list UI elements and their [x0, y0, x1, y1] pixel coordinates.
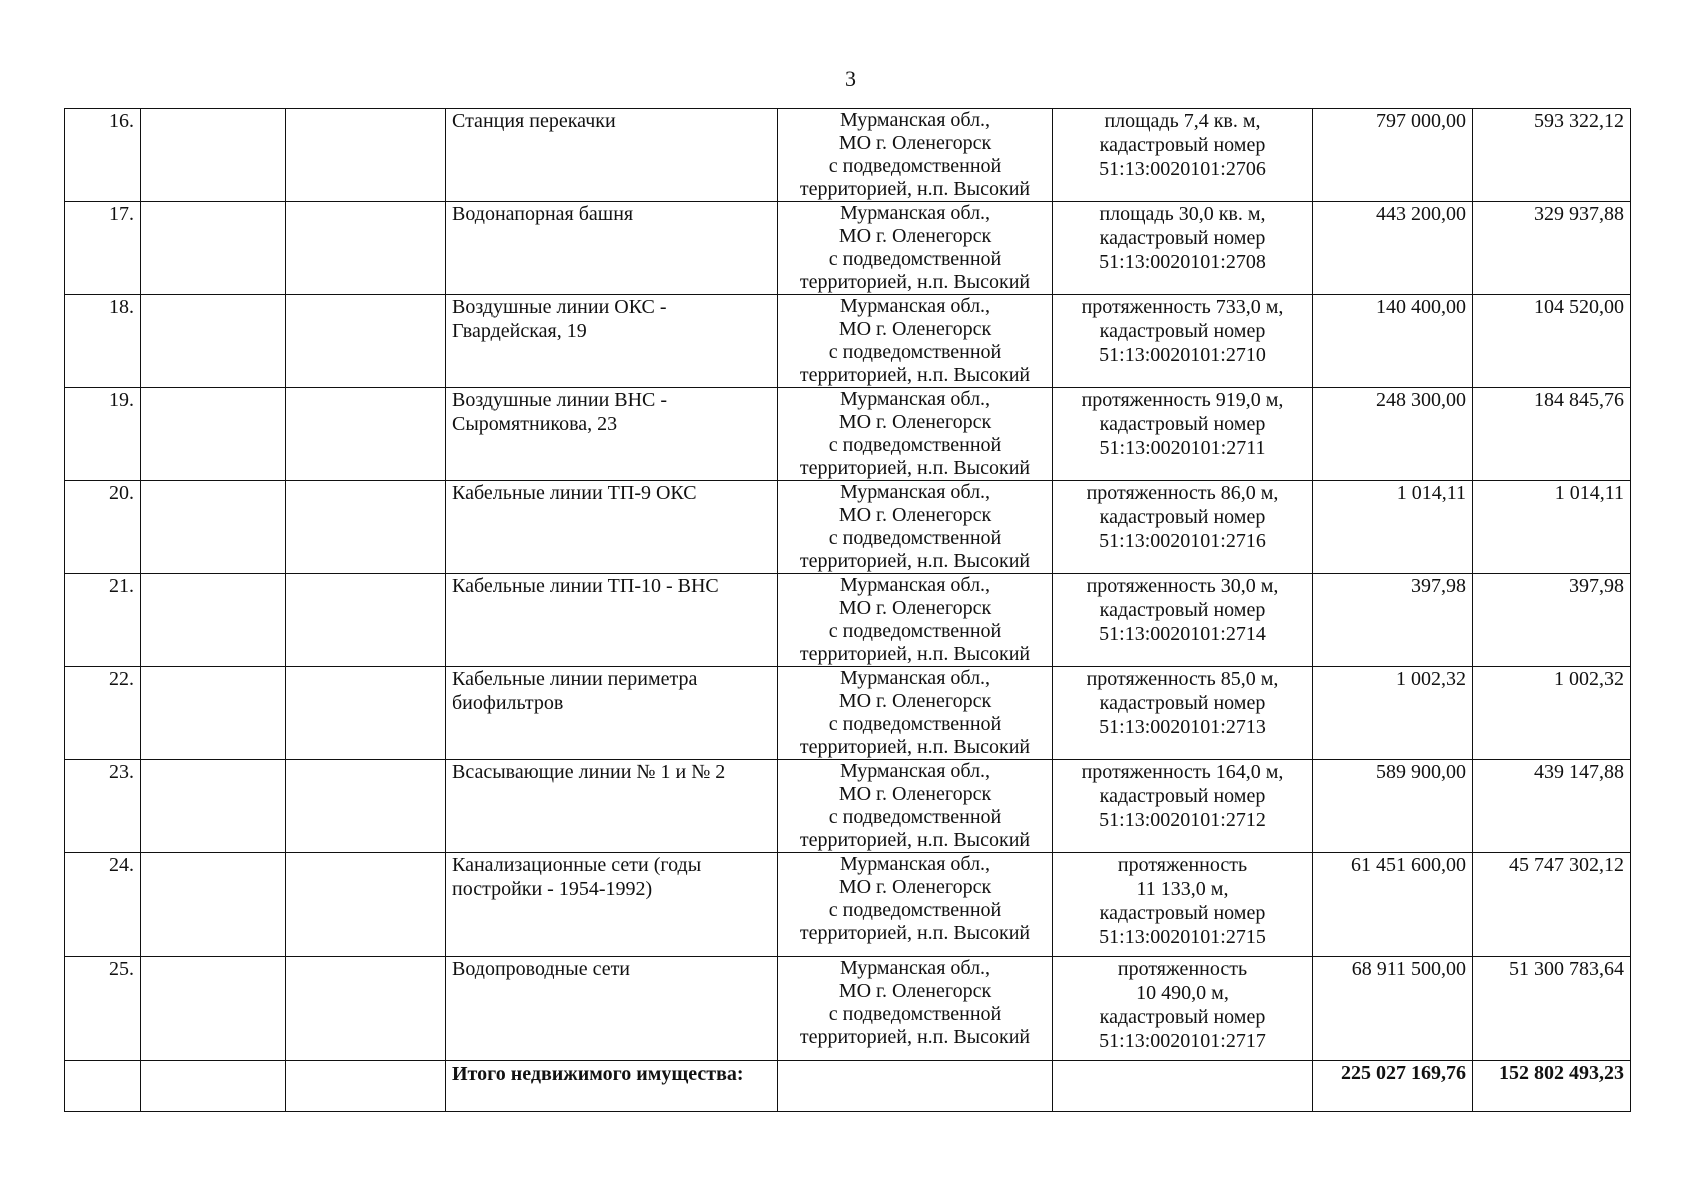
- object-name: [446, 481, 778, 574]
- empty-cell: [1053, 1061, 1313, 1112]
- empty-cell: [286, 853, 446, 957]
- location-line: Мурманская обл.,: [839, 760, 991, 782]
- characteristic-line: кадастровый номер: [1099, 320, 1266, 342]
- location-line: территорией, н.п. Высокий: [799, 550, 1031, 572]
- object-location: [778, 667, 1053, 760]
- property-table: [64, 108, 1631, 1112]
- object-name-text: Воздушные линии ВНС - Сыромятникова, 23: [452, 389, 668, 435]
- row-number: 23.: [65, 760, 141, 853]
- characteristic-line: кадастровый номер: [1099, 506, 1266, 528]
- empty-cell: [141, 295, 286, 388]
- characteristic-line: 11 133,0 м,: [1136, 878, 1229, 900]
- residual-value: 329 937,88: [1473, 202, 1631, 295]
- location-line: с подведомственной: [828, 1003, 1002, 1025]
- characteristic-line: протяженность: [1117, 854, 1248, 876]
- object-location: [778, 202, 1053, 295]
- object-location: [778, 481, 1053, 574]
- object-characteristics: [1053, 109, 1313, 202]
- empty-cell: [141, 957, 286, 1061]
- characteristic-line: площадь 30,0 кв. м,: [1099, 203, 1266, 225]
- characteristic-line: кадастровый номер: [1099, 599, 1266, 621]
- object-name-text: Воздушные линии ОКС - Гвардейская, 19: [452, 296, 667, 342]
- location-line: с подведомственной: [828, 899, 1002, 921]
- total-book-value: 225 027 169,76: [1313, 1061, 1473, 1112]
- characteristic-line: кадастровый номер: [1099, 692, 1266, 714]
- object-name-text: Кабельные линии ТП-9 ОКС: [452, 482, 697, 504]
- object-name-text: Водопроводные сети: [452, 958, 631, 980]
- object-location: [778, 295, 1053, 388]
- empty-cell: [141, 574, 286, 667]
- residual-value: 593 322,12: [1473, 109, 1631, 202]
- characteristic-line: 51:13:0020101:2712: [1099, 809, 1266, 831]
- object-location: [778, 853, 1053, 957]
- row-number: 25.: [65, 957, 141, 1061]
- location-line: МО г. Оленегорск: [838, 783, 992, 805]
- object-name-text: Кабельные линии периметра биофильтров: [452, 668, 698, 714]
- page-number: 3: [845, 66, 856, 91]
- characteristic-line: протяженность 85,0 м,: [1086, 668, 1279, 690]
- characteristic-line: 51:13:0020101:2706: [1099, 158, 1266, 180]
- residual-value: 439 147,88: [1473, 760, 1631, 853]
- total-residual-value: 152 802 493,23: [1473, 1061, 1631, 1112]
- object-name: [446, 295, 778, 388]
- empty-cell: [141, 760, 286, 853]
- characteristic-line: 51:13:0020101:2711: [1099, 437, 1266, 459]
- table-row: [65, 667, 1631, 760]
- location-line: территорией, н.п. Высокий: [799, 271, 1031, 293]
- location-line: МО г. Оленегорск: [838, 690, 992, 712]
- location-line: Мурманская обл.,: [839, 388, 991, 410]
- book-value: 1 002,32: [1313, 667, 1473, 760]
- characteristic-line: кадастровый номер: [1099, 1006, 1266, 1028]
- location-line: с подведомственной: [828, 341, 1002, 363]
- object-name: [446, 388, 778, 481]
- characteristic-line: площадь 7,4 кв. м,: [1104, 110, 1261, 132]
- characteristic-line: протяженность 919,0 м,: [1081, 389, 1284, 411]
- location-line: территорией, н.п. Высокий: [799, 1026, 1031, 1048]
- location-line: с подведомственной: [828, 434, 1002, 456]
- object-characteristics: [1053, 957, 1313, 1061]
- location-line: МО г. Оленегорск: [838, 318, 992, 340]
- location-line: МО г. Оленегорск: [838, 225, 992, 247]
- empty-cell: [286, 109, 446, 202]
- object-name: [446, 957, 778, 1061]
- object-characteristics: [1053, 481, 1313, 574]
- object-name: [446, 574, 778, 667]
- characteristic-line: протяженность 164,0 м,: [1081, 761, 1284, 783]
- empty-cell: [286, 760, 446, 853]
- object-name: [446, 202, 778, 295]
- table-row: [65, 388, 1631, 481]
- empty-cell: [141, 388, 286, 481]
- location-line: Мурманская обл.,: [839, 853, 991, 875]
- location-line: МО г. Оленегорск: [838, 411, 992, 433]
- book-value: 248 300,00: [1313, 388, 1473, 481]
- characteristic-line: 51:13:0020101:2714: [1099, 623, 1266, 645]
- empty-cell: [778, 1061, 1053, 1112]
- object-location: [778, 388, 1053, 481]
- book-value: 443 200,00: [1313, 202, 1473, 295]
- object-characteristics: [1053, 574, 1313, 667]
- book-value: 797 000,00: [1313, 109, 1473, 202]
- object-name: [446, 109, 778, 202]
- empty-cell: [286, 202, 446, 295]
- location-line: территорией, н.п. Высокий: [799, 736, 1031, 758]
- empty-cell: [141, 1061, 286, 1112]
- location-line: территорией, н.п. Высокий: [799, 643, 1031, 665]
- location-line: территорией, н.п. Высокий: [799, 922, 1031, 944]
- characteristic-line: 51:13:0020101:2713: [1099, 716, 1266, 738]
- object-characteristics: [1053, 667, 1313, 760]
- location-line: Мурманская обл.,: [839, 295, 991, 317]
- location-line: МО г. Оленегорск: [838, 876, 992, 898]
- row-number: 18.: [65, 295, 141, 388]
- characteristic-line: протяженность 733,0 м,: [1081, 296, 1284, 318]
- empty-cell: [286, 1061, 446, 1112]
- residual-value: 104 520,00: [1473, 295, 1631, 388]
- total-row: [65, 1061, 1631, 1112]
- empty-cell: [286, 481, 446, 574]
- empty-cell: [141, 853, 286, 957]
- object-characteristics: [1053, 202, 1313, 295]
- table-row: [65, 481, 1631, 574]
- location-line: территорией, н.п. Высокий: [799, 178, 1031, 200]
- location-line: с подведомственной: [828, 713, 1002, 735]
- empty-cell: [141, 667, 286, 760]
- table-row: [65, 957, 1631, 1061]
- table-body: [65, 109, 1631, 1112]
- location-line: Мурманская обл.,: [839, 109, 991, 131]
- location-line: с подведомственной: [828, 620, 1002, 642]
- location-line: с подведомственной: [828, 248, 1002, 270]
- object-location: [778, 760, 1053, 853]
- location-line: МО г. Оленегорск: [838, 132, 992, 154]
- row-number: 22.: [65, 667, 141, 760]
- location-line: с подведомственной: [828, 155, 1002, 177]
- location-line: МО г. Оленегорск: [838, 504, 992, 526]
- object-name-text: Станция перекачки: [452, 110, 616, 132]
- residual-value: 1 002,32: [1473, 667, 1631, 760]
- object-name: [446, 853, 778, 957]
- row-number: 17.: [65, 202, 141, 295]
- book-value: 61 451 600,00: [1313, 853, 1473, 957]
- characteristic-line: кадастровый номер: [1099, 902, 1266, 924]
- object-characteristics: [1053, 853, 1313, 957]
- characteristic-line: 51:13:0020101:2716: [1099, 530, 1266, 552]
- location-line: с подведомственной: [828, 806, 1002, 828]
- empty-cell: [286, 295, 446, 388]
- location-line: МО г. Оленегорск: [838, 597, 992, 619]
- table-row: [65, 202, 1631, 295]
- empty-cell: [141, 202, 286, 295]
- object-characteristics: [1053, 388, 1313, 481]
- residual-value: 397,98: [1473, 574, 1631, 667]
- row-number: 19.: [65, 388, 141, 481]
- empty-cell: [286, 957, 446, 1061]
- object-name: [446, 667, 778, 760]
- characteristic-line: протяженность 30,0 м,: [1086, 575, 1279, 597]
- location-line: Мурманская обл.,: [839, 957, 991, 979]
- residual-value: 45 747 302,12: [1473, 853, 1631, 957]
- object-name-text: Канализационные сети (годы постройки - 1954-1992): [452, 854, 702, 900]
- row-number: 16.: [65, 109, 141, 202]
- book-value: 68 911 500,00: [1313, 957, 1473, 1061]
- row-number: 20.: [65, 481, 141, 574]
- location-line: территорией, н.п. Высокий: [799, 364, 1031, 386]
- object-name: [446, 760, 778, 853]
- location-line: с подведомственной: [828, 527, 1002, 549]
- location-line: Мурманская обл.,: [839, 481, 991, 503]
- characteristic-line: кадастровый номер: [1099, 134, 1266, 156]
- empty-cell: [141, 109, 286, 202]
- location-line: территорией, н.п. Высокий: [799, 829, 1031, 851]
- object-name-text: Кабельные линии ТП-10 - ВНС: [452, 575, 719, 597]
- residual-value: 184 845,76: [1473, 388, 1631, 481]
- object-name-text: Всасывающие линии № 1 и № 2: [452, 761, 726, 783]
- object-name-text: Водонапорная башня: [452, 203, 634, 225]
- table-row: [65, 574, 1631, 667]
- characteristic-line: 51:13:0020101:2708: [1099, 251, 1266, 273]
- characteristic-line: кадастровый номер: [1099, 413, 1266, 435]
- object-characteristics: [1053, 295, 1313, 388]
- empty-cell: [286, 388, 446, 481]
- location-line: Мурманская обл.,: [839, 574, 991, 596]
- characteristic-line: 51:13:0020101:2710: [1099, 344, 1266, 366]
- location-line: Мурманская обл.,: [839, 667, 991, 689]
- location-line: МО г. Оленегорск: [838, 980, 992, 1002]
- empty-cell: [286, 667, 446, 760]
- book-value: 1 014,11: [1313, 481, 1473, 574]
- characteristic-line: протяженность: [1117, 958, 1248, 980]
- object-location: [778, 957, 1053, 1061]
- residual-value: 51 300 783,64: [1473, 957, 1631, 1061]
- object-characteristics: [1053, 760, 1313, 853]
- book-value: 589 900,00: [1313, 760, 1473, 853]
- row-number: 24.: [65, 853, 141, 957]
- table-row: [65, 760, 1631, 853]
- location-line: Мурманская обл.,: [839, 202, 991, 224]
- characteristic-line: кадастровый номер: [1099, 785, 1266, 807]
- row-number: 21.: [65, 574, 141, 667]
- characteristic-line: 51:13:0020101:2715: [1099, 926, 1266, 948]
- table-row: [65, 295, 1631, 388]
- residual-value: 1 014,11: [1473, 481, 1631, 574]
- empty-cell: [141, 481, 286, 574]
- table-row: [65, 109, 1631, 202]
- characteristic-line: протяженность 86,0 м,: [1086, 482, 1279, 504]
- book-value: 397,98: [1313, 574, 1473, 667]
- total-label: Итого недвижимого имущества:: [446, 1061, 778, 1112]
- book-value: 140 400,00: [1313, 295, 1473, 388]
- empty-cell: [286, 574, 446, 667]
- object-location: [778, 109, 1053, 202]
- object-location: [778, 574, 1053, 667]
- characteristic-line: 51:13:0020101:2717: [1099, 1030, 1266, 1052]
- location-line: территорией, н.п. Высокий: [799, 457, 1031, 479]
- characteristic-line: 10 490,0 м,: [1136, 982, 1229, 1004]
- characteristic-line: кадастровый номер: [1099, 227, 1266, 249]
- empty-cell: [65, 1061, 141, 1112]
- table-row: [65, 853, 1631, 957]
